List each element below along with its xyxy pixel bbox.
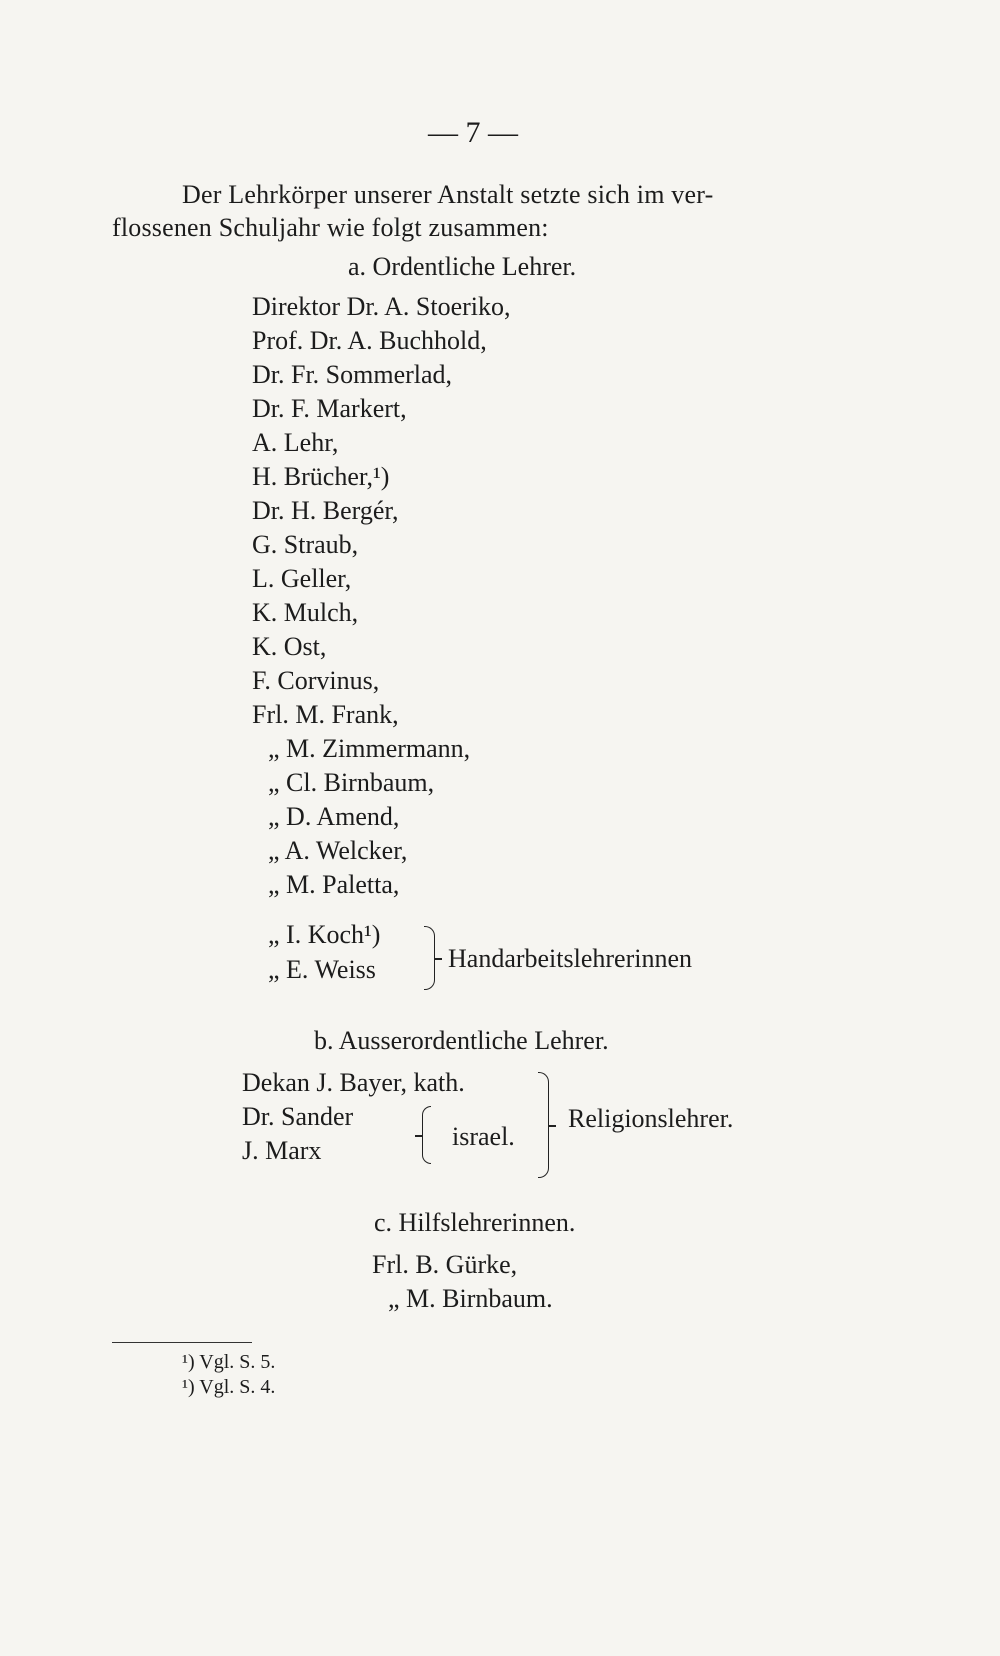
- group-label: Handarbeitslehrerinnen: [448, 944, 693, 973]
- teacher-entry: K. Mulch,: [252, 598, 359, 627]
- right-brace: [424, 926, 435, 990]
- footnote-rule: [112, 1342, 252, 1343]
- teacher-entry: Dr. H. Bergér,: [252, 496, 399, 525]
- section-c-heading: c. Hilfslehrerinnen.: [374, 1208, 576, 1237]
- teacher-entry: Prof. Dr. A. Buchhold,: [252, 326, 487, 355]
- teacher-entry: „ A. Welcker,: [268, 836, 408, 865]
- page-number: — 7 —: [428, 116, 518, 149]
- teacher-entry: Dr. F. Markert,: [252, 394, 407, 423]
- teacher-entry: „ D. Amend,: [268, 802, 400, 831]
- group-label: Religionslehrer.: [568, 1104, 734, 1133]
- teacher-entry: Frl. B. Gürke,: [372, 1250, 518, 1279]
- teacher-entry: H. Brücher,¹): [252, 462, 390, 491]
- sub-label: israel.: [452, 1122, 515, 1151]
- section-a-heading: a. Ordentliche Lehrer.: [348, 252, 577, 281]
- teacher-entry: „ Cl. Birnbaum,: [268, 768, 435, 797]
- teacher-entry: „ E. Weiss: [268, 955, 376, 984]
- teacher-entry: Dr. Fr. Sommerlad,: [252, 360, 453, 389]
- teacher-entry: Dekan J. Bayer, kath.: [242, 1068, 465, 1097]
- teacher-entry: „ M. Zimmermann,: [268, 734, 471, 763]
- footnote: ¹) Vgl. S. 5.: [182, 1351, 276, 1373]
- teacher-entry: J. Marx: [242, 1136, 322, 1165]
- teacher-entry: Direktor Dr. A. Stoeriko,: [252, 292, 511, 321]
- right-brace: [538, 1072, 549, 1178]
- intro-line-2: flossenen Schuljahr wie folgt zusammen:: [112, 213, 549, 242]
- teacher-entry: A. Lehr,: [252, 428, 339, 457]
- teacher-entry: G. Straub,: [252, 530, 359, 559]
- intro-line-1: Der Lehrkörper unserer Anstalt setzte sich im ver-: [182, 180, 714, 209]
- footnote: ¹) Vgl. S. 4.: [182, 1376, 276, 1398]
- section-b-heading: b. Ausserordentliche Lehrer.: [314, 1026, 609, 1055]
- teacher-entry: F. Corvinus,: [252, 666, 380, 695]
- teacher-entry: K. Ost,: [252, 632, 327, 661]
- teacher-entry: Dr. Sander: [242, 1102, 354, 1131]
- teacher-entry: L. Geller,: [252, 564, 352, 593]
- teacher-entry: Frl. M. Frank,: [252, 700, 399, 729]
- left-brace: [422, 1106, 431, 1164]
- teacher-entry: „ M. Birnbaum.: [388, 1284, 553, 1313]
- teacher-entry: „ I. Koch¹): [268, 920, 381, 949]
- teacher-entry: „ M. Paletta,: [268, 870, 400, 899]
